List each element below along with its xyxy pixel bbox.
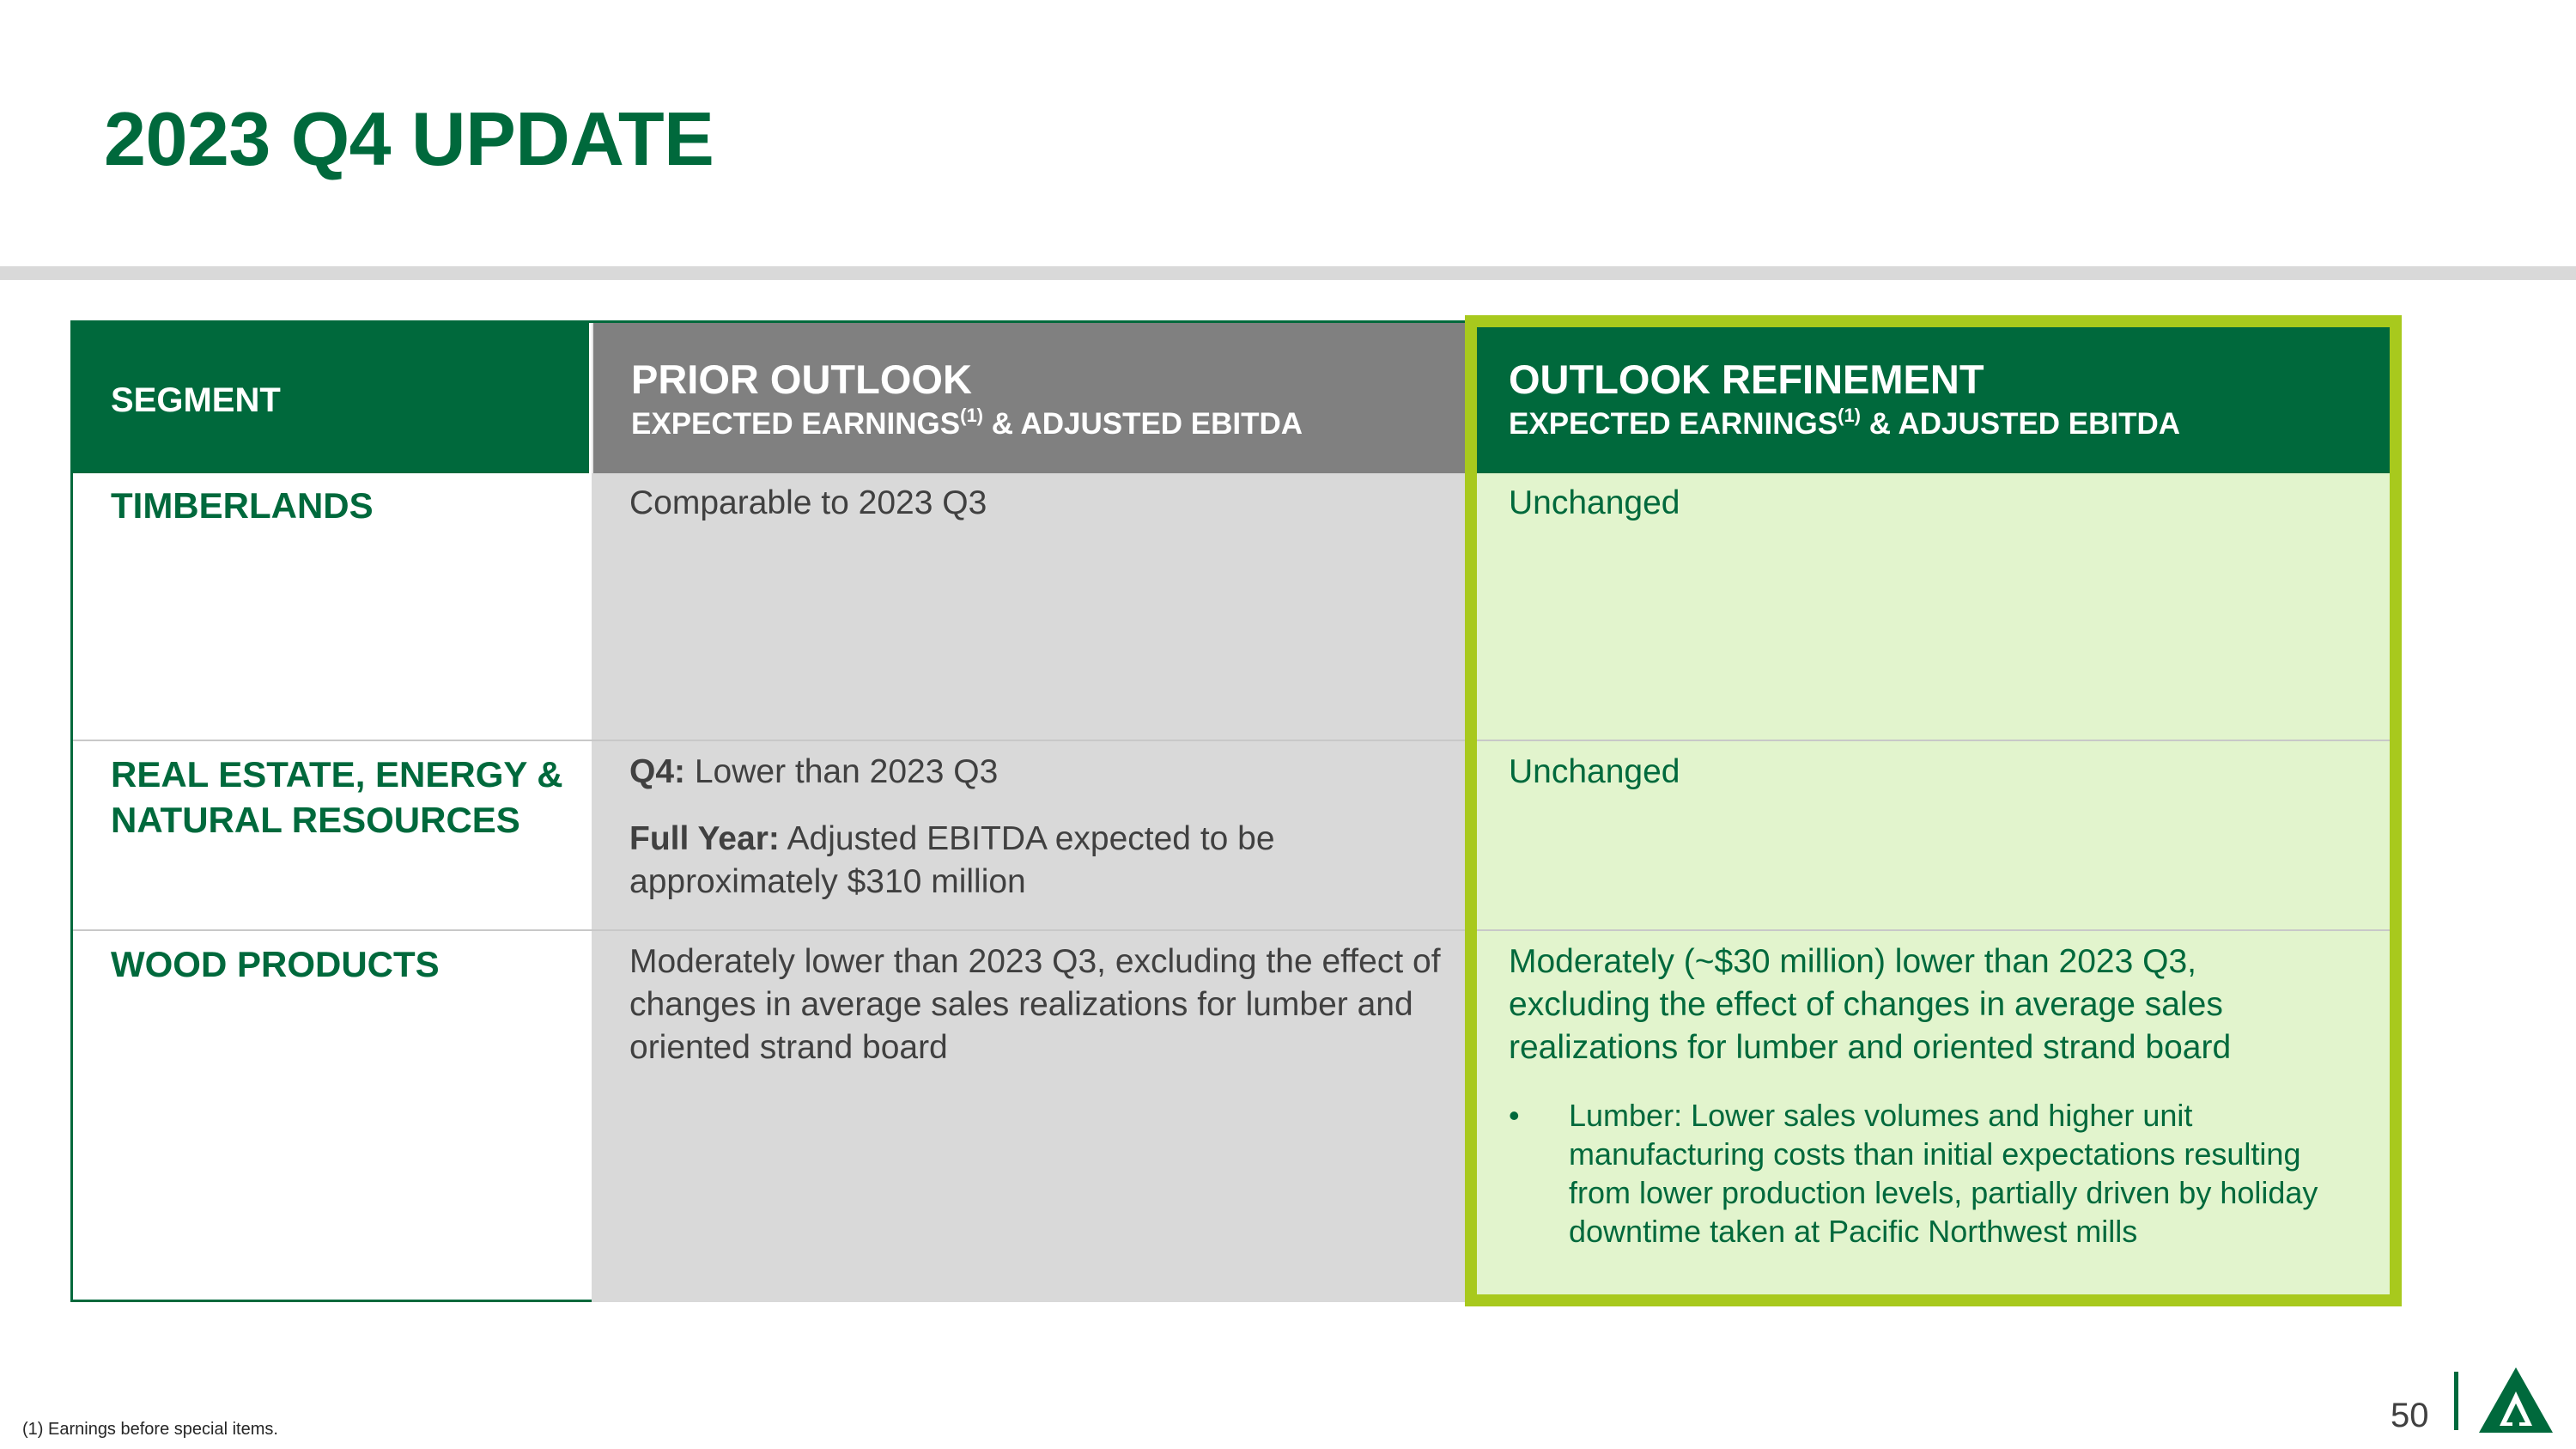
- footer-divider: [2454, 1372, 2458, 1430]
- outlook-refinement-subtitle: EXPECTED EARNINGS$^{(1)}$ & ADJUSTED EBITDA: [1509, 405, 2181, 441]
- prior-wood-products: Moderately lower than 2023 Q3, excluding the effect of changes in average sales realizations for lumber and oriented strand board: [629, 943, 1441, 1066]
- outlook-refinement-header: [1471, 323, 2398, 473]
- refinement-wood-products: Moderately (~$30 million) lower than 2023 Q3, excluding the effect of changes in average sales realizations for lumber and oriented strand board: [1509, 943, 2232, 1066]
- segment-header-label: SEGMENT: [111, 381, 281, 419]
- prior-real-estate-q4: Q4: Lower than 2023 Q3: [629, 753, 999, 790]
- refinement-real-estate: Unchanged: [1509, 753, 1680, 790]
- page-title: 2023 Q4 UPDATE: [104, 96, 714, 181]
- outlook-refinement-title: OUTLOOK REFINEMENT: [1509, 356, 1984, 402]
- refinement-timberlands: Unchanged: [1509, 484, 1680, 521]
- prior-outlook-header: [592, 323, 1471, 473]
- segment-timberlands: TIMBERLANDS: [111, 485, 374, 526]
- bullet-icon: •: [1509, 1098, 1520, 1133]
- weyerhaeuser-tree-logo-icon: [2477, 1366, 2555, 1434]
- row-divider: [73, 740, 2398, 741]
- bullet-text: Lumber: Lower sales volumes and higher unit manufacturing costs than initial expectations resulting from lower production levels, partially driven by holiday downtime taken at Pacific Northwest mills: [1569, 1098, 2318, 1249]
- page-number: 50: [2391, 1397, 2429, 1434]
- row-divider: [73, 929, 2398, 931]
- segment-header: [73, 323, 589, 473]
- segment-wood-products: WOOD PRODUCTS: [111, 944, 440, 984]
- prior-outlook-title: PRIOR OUTLOOK: [631, 356, 972, 402]
- prior-real-estate-full-year: Full Year: Adjusted EBITDA expected to be approximately $310 million: [629, 820, 1275, 900]
- outlook-table: [70, 320, 2398, 1302]
- title-divider: [0, 266, 2576, 280]
- prior-outlook-subtitle: EXPECTED EARNINGS$^{(1)}$ & ADJUSTED EBITDA: [631, 405, 1303, 441]
- prior-timberlands: Comparable to 2023 Q3: [629, 484, 987, 521]
- footnote: (1) Earnings before special items.: [22, 1420, 278, 1439]
- segment-real-estate: REAL ESTATE, ENERGY & NATURAL RESOURCES: [111, 754, 563, 840]
